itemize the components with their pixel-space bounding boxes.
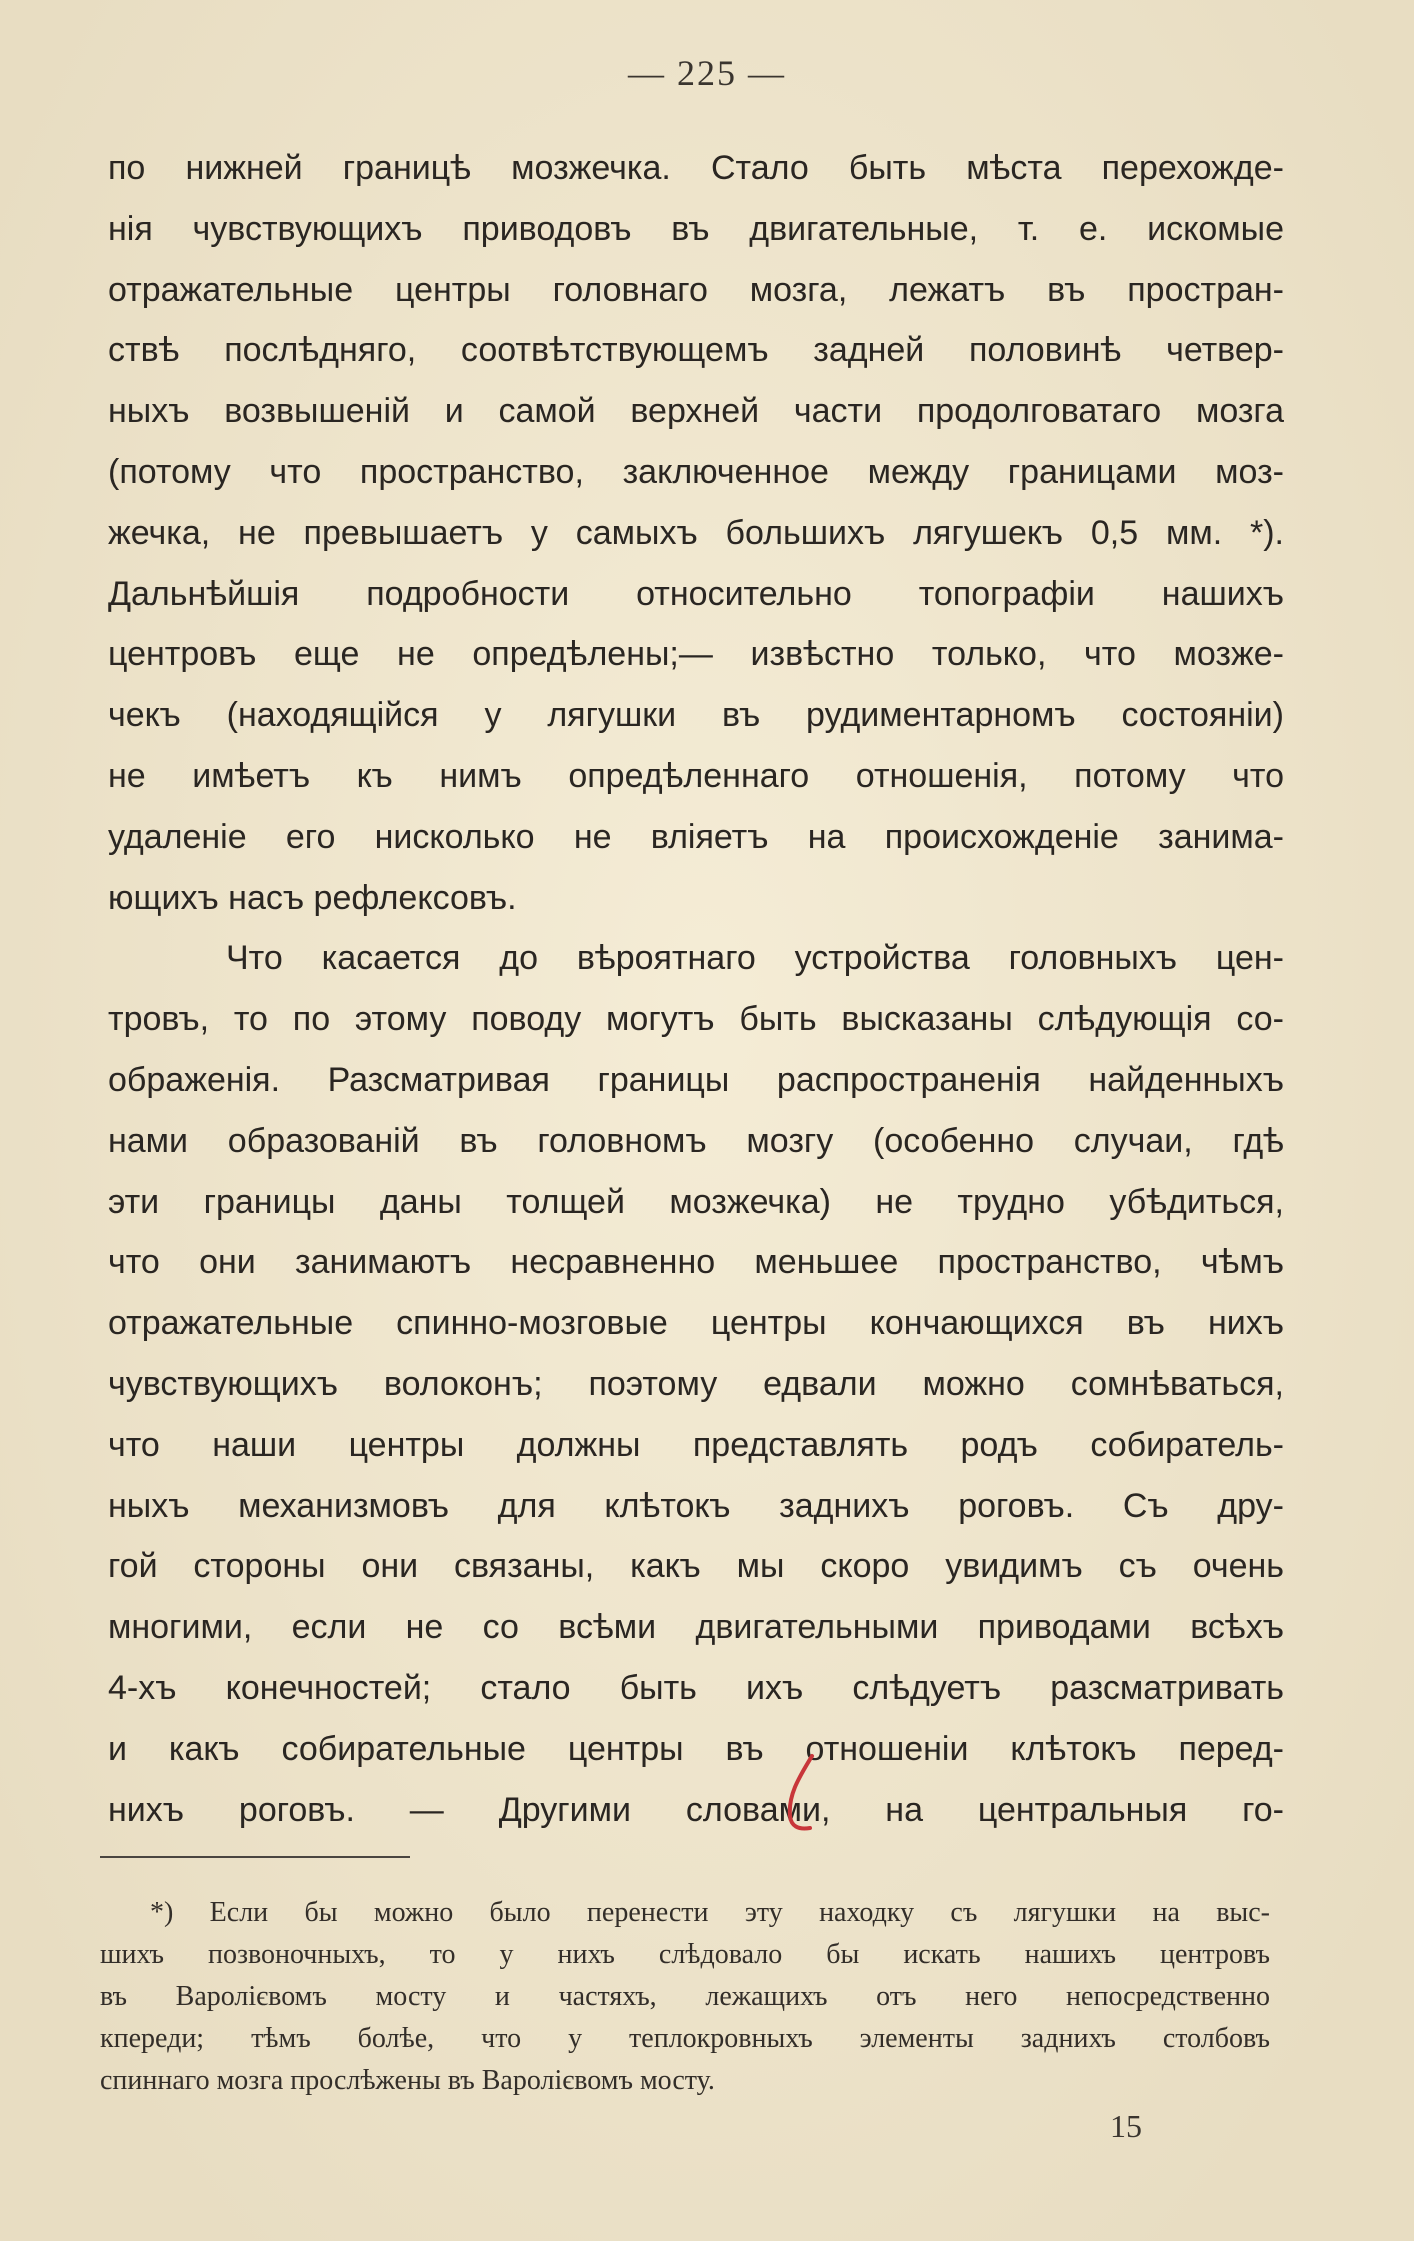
text-line: ныхъ механизмовъ для клѣтокъ заднихъ роговъ. Съ дру- <box>108 1486 1284 1525</box>
text-line: многими, если не со всѣми двигательными приводами всѣхъ <box>108 1608 1284 1647</box>
footnote <box>100 1892 1270 2102</box>
text-line: эти границы даны толщей мозжечка) не трудно убѣдиться, <box>108 1182 1284 1221</box>
text-line: 4-хъ конечностей; стало быть ихъ слѣдуетъ разсматривать <box>108 1668 1284 1707</box>
text-line: что наши центры должны представлять родъ собиратель- <box>108 1425 1284 1464</box>
footnote-line: въ Варолієвомъ мосту и частяхъ, лежащихъ отъ него непосредственно <box>100 1981 1270 2012</box>
footnote-line: шихъ позвоночныхъ, то у нихъ слѣдовало бы искать нашихъ центровъ <box>100 1939 1270 1970</box>
text-line: нами образованій въ головномъ мозгу (особенно случаи, гдѣ <box>108 1121 1284 1160</box>
text-line: что они занимаютъ несравненно меньшее пространство, чѣмъ <box>108 1243 1284 1282</box>
text-line: удаленіе его нисколько не вліяетъ на происхожденіе занима- <box>108 817 1284 856</box>
text-line: по нижней границѣ мозжечка. Стало быть мѣста перехожде- <box>108 149 1284 187</box>
text-line: гой стороны они связаны, какъ мы скоро увидимъ съ очень <box>108 1547 1284 1586</box>
signature-mark: 15 <box>1110 2108 1142 2144</box>
text-line: центровъ еще не опредѣлены;— извѣстно только, что мозже- <box>108 635 1284 674</box>
page-number: — 225 — <box>628 53 786 93</box>
text-line: жечка, не превышаетъ у самыхъ большихъ лягушекъ 0,5 мм. *). <box>108 513 1284 552</box>
footnote-line: кпереди; тѣмъ болѣе, что у теплокровныхъ элементы заднихъ столбовъ <box>100 2023 1270 2054</box>
text-line: Дальнѣйшія подробности относительно топографіи нашихъ <box>108 574 1284 613</box>
text-line: отражательные спинно-мозговые центры кончающихся въ нихъ <box>108 1304 1284 1343</box>
text-line: чувствующихъ волоконъ; поэтому едвали можно сомнѣваться, <box>108 1364 1284 1403</box>
footnote-divider <box>100 1856 410 1858</box>
text-line: ображенія. Разсматривая границы распространенія найденныхъ <box>108 1060 1284 1099</box>
main-text <box>108 138 1284 1840</box>
text-line: отражательные центры головнаго мозга, лежатъ въ простран- <box>108 270 1284 309</box>
text-line: ныхъ возвышеній и самой верхней части продолговатаго мозга <box>108 392 1284 431</box>
text-line: (потому что пространство, заключенное между границами моз- <box>108 452 1284 491</box>
red-pencil-mark <box>782 1752 818 1836</box>
text-line: тровъ, то по этому поводу могутъ быть высказаны слѣдующія со- <box>108 1000 1284 1039</box>
text-line: не имѣетъ къ нимъ опредѣленнаго отношенія, потому что <box>108 756 1284 795</box>
text-line: ствѣ послѣдняго, соотвѣтствующемъ задней половинѣ четвер- <box>108 331 1284 370</box>
text-line: нихъ роговъ. — Другими словами, на центральныя го- <box>108 1790 1284 1829</box>
text-line: ющихъ насъ рефлексовъ. <box>108 878 517 917</box>
footnote-line: *) Если бы можно было перенести эту находку съ лягушки на выс- <box>150 1897 1270 1928</box>
footnote-line: спиннаго мозга прослѣжены въ Варолієвомъ мосту. <box>100 2065 715 2096</box>
text-line: и какъ собирательные центры въ отношеніи клѣтокъ перед- <box>108 1729 1284 1768</box>
text-line: нія чувствующихъ приводовъ въ двигательные, т. е. искомые <box>108 209 1284 248</box>
text-line: Что касается до вѣроятнаго устройства головныхъ цен- <box>226 939 1284 978</box>
text-line: чекъ (находящійся у лягушки въ рудиментарномъ состояніи) <box>108 696 1284 735</box>
